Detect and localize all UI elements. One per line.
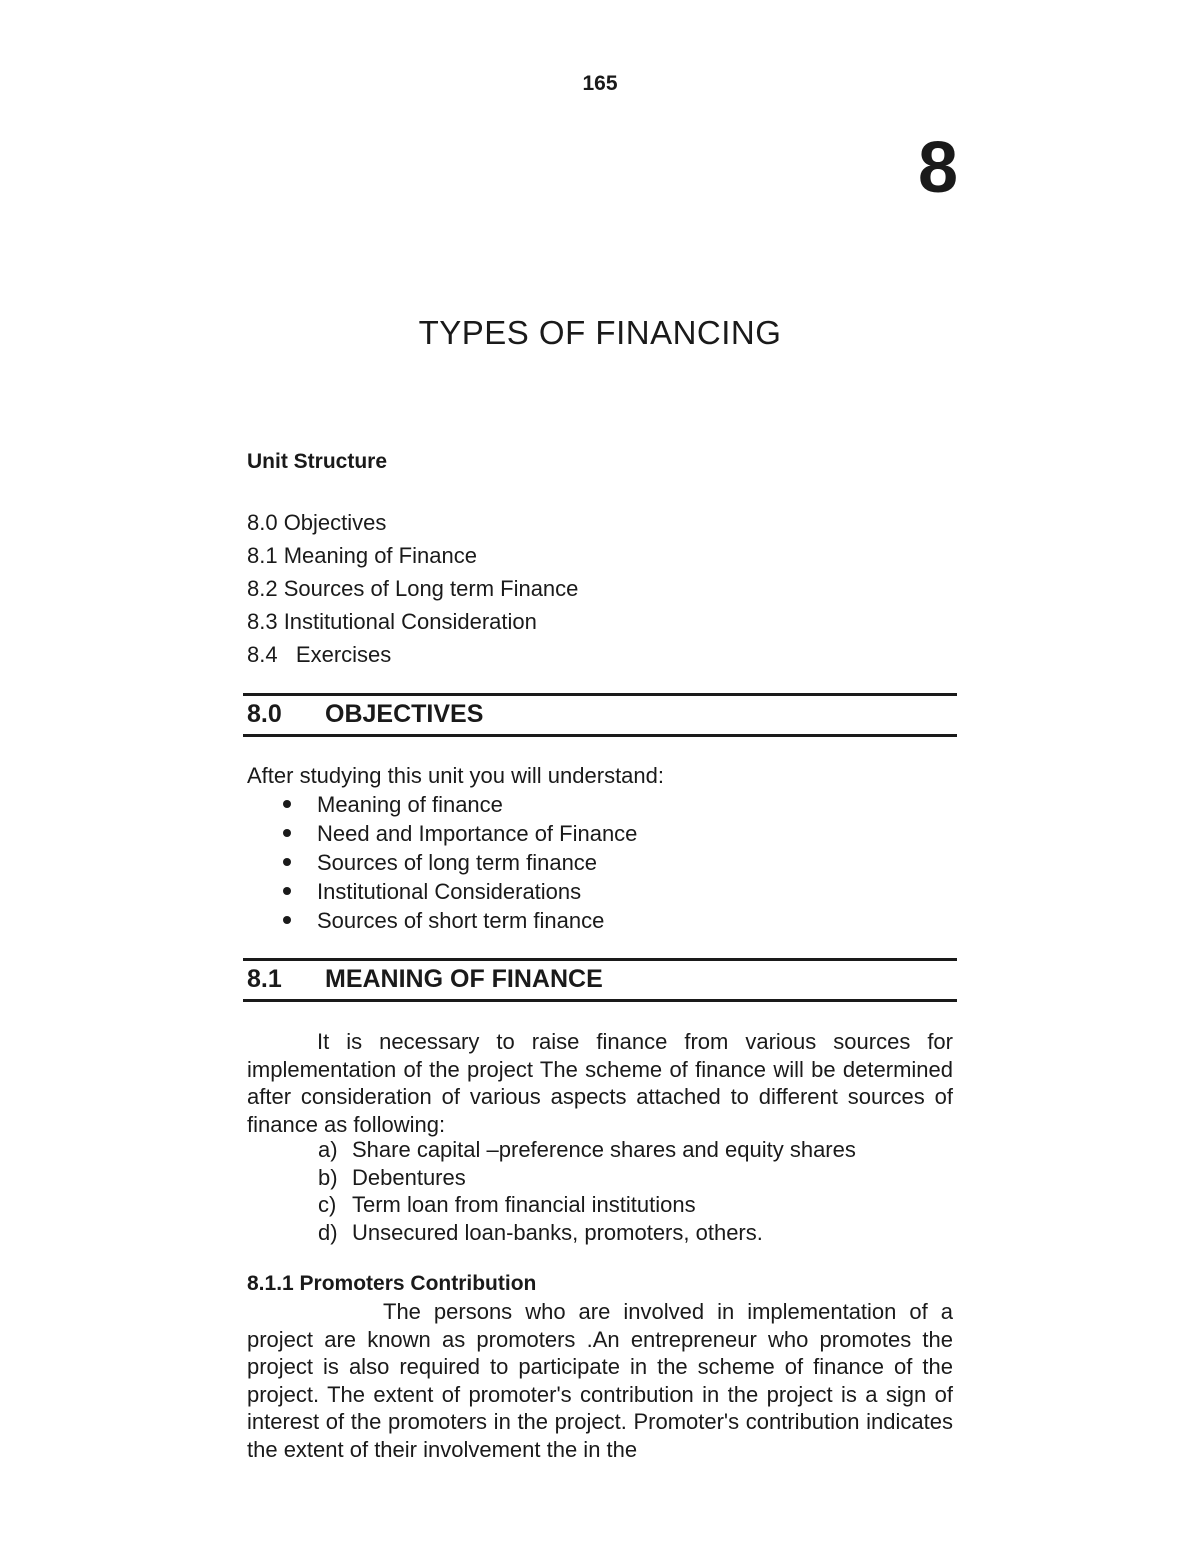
list-item [318, 1136, 856, 1164]
bullet-text: Institutional Considerations [317, 879, 582, 904]
bullet-text: Need and Importance of Finance [317, 821, 638, 846]
chapter-number: 8 [917, 128, 958, 208]
bullet-item [283, 906, 637, 935]
list-item [318, 1191, 856, 1219]
section-heading-objectives [243, 693, 957, 737]
list-text: Share capital –preference shares and equity shares [352, 1137, 856, 1162]
section-number: 8.1 [247, 965, 282, 993]
bullet-icon [283, 916, 291, 924]
list-text: Term loan from financial institutions [352, 1192, 696, 1217]
chapter-title: TYPES OF FINANCING [418, 314, 782, 351]
list-marker: d) [318, 1219, 338, 1245]
bullet-item [283, 848, 637, 877]
bullet-icon [283, 858, 291, 866]
bullet-text: Sources of short term finance [317, 908, 605, 933]
list-marker: c) [318, 1192, 337, 1217]
promoters-subheading: 8.1.1 Promoters Contribution [247, 1272, 537, 1295]
bullet-text: Meaning of finance [317, 792, 503, 817]
list-text: Unsecured loan-banks, promoters, others. [352, 1219, 763, 1245]
meaning-paragraph: It is necessary to raise finance from various sources for implementation of the project The scheme of finance will be determined after consideration of various aspects attached to different sources of finance as following: [247, 1029, 953, 1137]
list-item [318, 1164, 856, 1192]
promoters-paragraph: The persons who are involved in implementation of a project are known as promoters .An entrepreneur who promotes the project is also required to participate in the scheme of finance of the project. The extent of promoter's contribution in the project is a sign of interest of the promoters in the project. Promoter's contribution indicates the extent of their involvement the in the [247, 1299, 953, 1462]
section-title: OBJECTIVES [325, 700, 484, 728]
bullet-icon [283, 800, 291, 808]
bullet-item [283, 790, 637, 819]
section-number: 8.0 [247, 700, 282, 728]
bullet-item [283, 877, 637, 906]
list-marker: a) [318, 1137, 338, 1162]
list-marker: b) [318, 1164, 338, 1190]
section-heading-meaning [243, 958, 957, 1002]
bullet-item [283, 819, 637, 848]
page-number: 165 [582, 72, 618, 95]
unit-structure-item: 8.2 Sources of Long term Finance [247, 576, 579, 601]
list-item [318, 1219, 856, 1247]
unit-structure-heading: Unit Structure [247, 450, 388, 473]
unit-structure-item: 8.3 Institutional Consideration [247, 609, 537, 634]
unit-structure-item: 8.0 Objectives [247, 510, 387, 535]
finance-sources-list [318, 1136, 856, 1246]
list-text: Debentures [352, 1164, 466, 1190]
unit-structure-item: 8.1 Meaning of Finance [247, 543, 477, 568]
bullet-text: Sources of long term finance [317, 850, 598, 875]
section-title: MEANING OF FINANCE [325, 965, 603, 993]
unit-structure-item: 8.4 Exercises [247, 642, 392, 667]
objectives-bullet-list [283, 790, 637, 935]
bullet-icon [283, 887, 291, 895]
objectives-intro: After studying this unit you will understand: [247, 763, 665, 788]
bullet-icon [283, 829, 291, 837]
unit-structure-list [247, 506, 578, 671]
